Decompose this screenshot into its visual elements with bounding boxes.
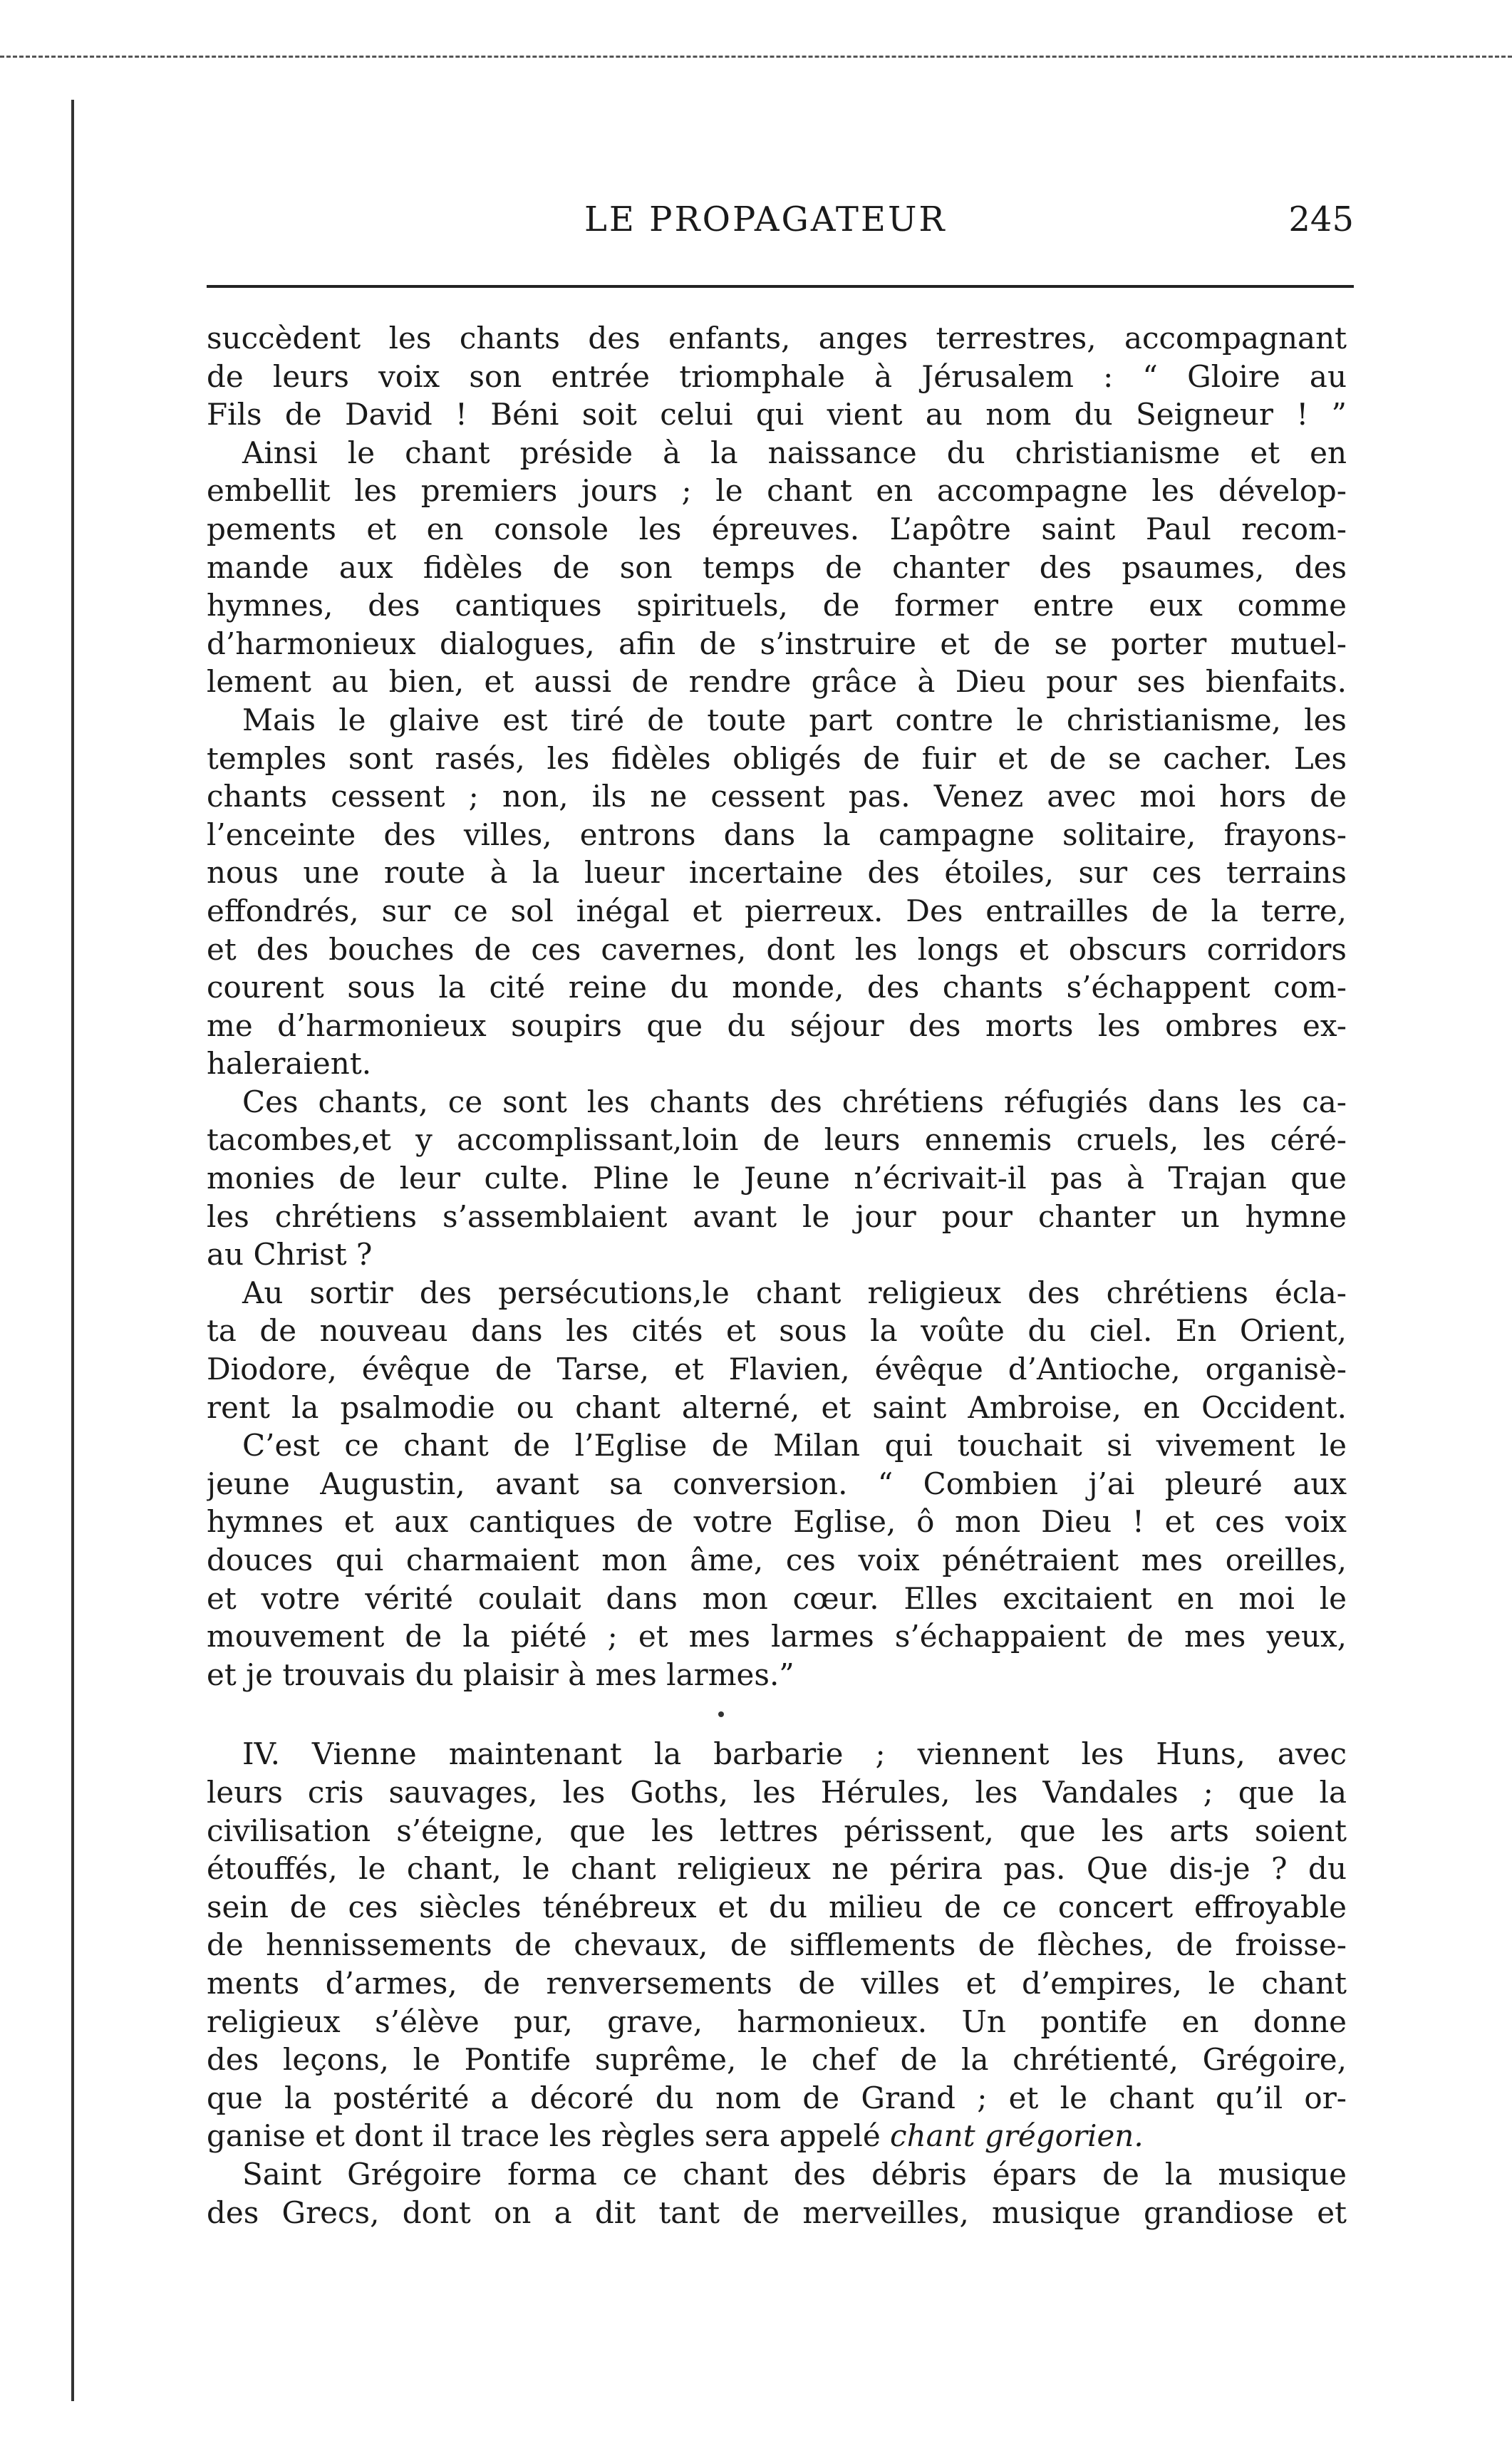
text-line: sein de ces siècles ténébreux et du milieu de ce concert effroyable — [207, 1889, 1347, 1924]
header-rule — [207, 285, 1354, 288]
text-line: me d’harmonieux soupirs que du séjour des morts les ombres ex- — [207, 1007, 1347, 1043]
text-line: mouvement de la piété ; et mes larmes s’échappaient de mes yeux, — [207, 1619, 1347, 1654]
text-line: hymnes et aux cantiques de votre Eglise, ô mon Dieu ! et ces voix — [207, 1504, 1347, 1540]
text-line: C’est ce chant de l’Eglise de Milan qui touchait si vivement le — [242, 1428, 1347, 1463]
text-line: jeune Augustin, avant sa conversion. “ Combien j’ai pleuré aux — [207, 1466, 1347, 1501]
text-line: Fils de David ! Béni soit celui qui vient au nom du Seigneur ! ” — [207, 397, 1347, 432]
text-line: et votre vérité coulait dans mon cœur. Elles excitaient en moi le — [207, 1580, 1347, 1616]
text-line: l’enceinte des villes, entrons dans la campagne solitaire, frayons- — [207, 817, 1347, 852]
text-line: les chrétiens s’assemblaient avant le jour pour chanter un hymne — [207, 1198, 1347, 1234]
text-line: et je trouvais du plaisir à mes larmes.” — [207, 1657, 794, 1692]
text-line: de leurs voix son entrée triomphale à Jérusalem : “ Gloire au — [207, 358, 1347, 394]
text-line: hymnes, des cantiques spirituels, de former entre eux comme — [207, 588, 1347, 623]
text-line: pements et en console les épreuves. L’apôtre saint Paul recom- — [207, 511, 1347, 546]
text-line: civilisation s’éteigne, que les lettres périssent, que les arts soient — [207, 1813, 1347, 1848]
text-line: Ces chants, ce sont les chants des chrétiens réfugiés dans les ca- — [242, 1084, 1347, 1119]
text-line: chants cessent ; non, ils ne cessent pas. Venez avec moi hors de — [207, 779, 1347, 814]
running-title: LE PROPAGATEUR — [584, 200, 947, 239]
text-line: religieux s’élève pur, grave, harmonieux. Un pontife en donne — [207, 2004, 1347, 2039]
text-line: Mais le glaive est tiré de toute part contre le christianisme, les — [242, 702, 1347, 737]
text-line: au Christ ? — [207, 1237, 373, 1273]
text-line: mande aux fidèles de son temps de chanter des psaumes, des — [207, 549, 1347, 585]
text-line: embellit les premiers jours ; le chant en accompagne les dévelop- — [207, 473, 1347, 509]
section-mark — [718, 1711, 724, 1717]
page-header — [214, 200, 1354, 256]
text-line: d’harmonieux dialogues, afin de s’instruire et de se porter mutuel- — [207, 626, 1347, 661]
top-edge-rule — [0, 56, 1512, 58]
text-line: ments d’armes, de renversements de villes et d’empires, le chant — [207, 1965, 1347, 2001]
text-line: Diodore, évêque de Tarse, et Flavien, évêque d’Antioche, organisè- — [207, 1352, 1347, 1387]
text-line: effondrés, sur ce sol inégal et pierreux. Des entrailles de la terre, — [207, 893, 1347, 928]
text-line: et des bouches de ces cavernes, dont les longs et obscurs corridors — [207, 931, 1347, 967]
text-line: succèdent les chants des enfants, anges terrestres, accompagnant — [207, 321, 1347, 356]
text-line: leurs cris sauvages, les Goths, les Hérules, les Vandales ; que la — [207, 1774, 1347, 1810]
text-line: temples sont rasés, les fidèles obligés de fuir et de se cacher. Les — [207, 740, 1347, 776]
text-line: Ainsi le chant préside à la naissance du christianisme et en — [242, 435, 1347, 470]
text-line: ta de nouveau dans les cités et sous la voûte du ciel. En Orient, — [207, 1313, 1347, 1349]
text-line: courent sous la cité reine du monde, des chants s’échappent com- — [207, 970, 1347, 1005]
text-line: rent la psalmodie ou chant alterné, et saint Ambroise, en Occident. — [207, 1389, 1347, 1425]
text-line: que la postérité a décoré du nom de Grand ; et le chant qu’il or- — [207, 2080, 1347, 2115]
text-line: IV. Vienne maintenant la barbarie ; viennent les Huns, avec — [242, 1736, 1347, 1772]
text-line: des Grecs, dont on a dit tant de merveilles, musique grandiose et — [207, 2194, 1347, 2230]
text-line: haleraient. — [207, 1046, 372, 1082]
binding-edge-rule — [71, 100, 74, 2401]
text-line: étouffés, le chant, le chant religieux ne périra pas. Que dis-je ? du — [207, 1851, 1347, 1887]
text-line: douces qui charmaient mon âme, ces voix pénétraient mes oreilles, — [207, 1543, 1347, 1577]
text-line: de hennissements de chevaux, de sifflements de flèches, de froisse- — [207, 1927, 1347, 1963]
page-number: 245 — [1288, 200, 1354, 239]
text-line: lement au bien, et aussi de rendre grâce à Dieu pour ses bienfaits. — [207, 664, 1347, 700]
text-line: tacombes,et y accomplissant,loin de leurs ennemis cruels, les céré- — [207, 1122, 1347, 1158]
section-gap — [207, 1694, 1347, 1735]
text-line: Saint Grégoire forma ce chant des débris épars de la musique — [242, 2156, 1347, 2192]
text-line — [207, 2117, 1347, 2155]
text-line: nous une route à la lueur incertaine des étoiles, sur ces terrains — [207, 855, 1347, 891]
text-line: des leçons, le Pontife suprême, le chef de la chrétienté, Grégoire, — [207, 2042, 1347, 2078]
italic-term: chant grégorien. — [890, 2118, 1144, 2154]
text-line: Au sortir des persécutions,le chant religieux des chrétiens écla- — [242, 1275, 1347, 1310]
body-text — [207, 319, 1347, 2232]
text-fragment: ganise et dont il trace les règles sera appelé — [207, 2118, 881, 2154]
text-line: monies de leur culte. Pline le Jeune n’écrivait-il pas à Trajan que — [207, 1161, 1347, 1196]
